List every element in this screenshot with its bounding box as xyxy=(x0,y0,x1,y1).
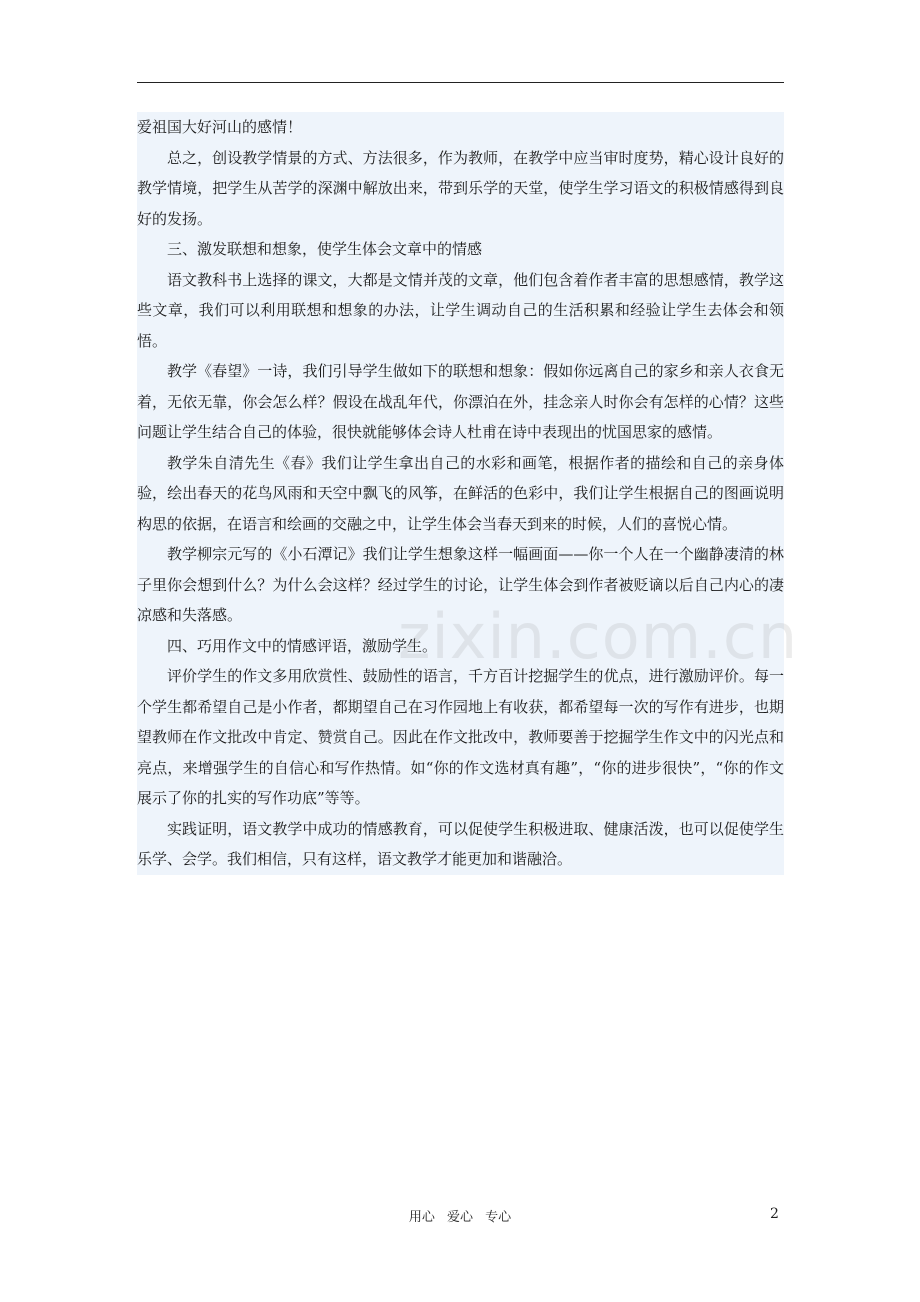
section-heading-4: 四、巧用作文中的情感评语，激励学生。 xyxy=(167,636,438,655)
section-heading-3: 三、激发联想和想象，使学生体会文章中的情感 xyxy=(167,240,483,258)
paragraph-7: 教学柳宗元写的《小石潭记》我们让学生想象这样一幅画面——你一个人在一个幽静凄清的林子里你会想到什么？为什么会这样？经过学生的讨论，让学生体会到作者被贬谪以后自己内心的凄凉感和失落感。 xyxy=(137,545,784,624)
footer-motto: 用心 爱心 专心 xyxy=(408,1210,512,1225)
page-number: 2 xyxy=(770,1206,779,1222)
paragraph-9: 评价学生的作文多用欣赏性、鼓励性的语言，千方百计挖掘学生的优点，进行激励评价。每一个学生都希望自己是小作者，都期望自己在习作园地上有收获，都希望每一次的写作有进步，也期望教师在作文批改中肯定、赞赏自己。因此在作文批改中，教师要善于挖掘学生作文中的闪光点和亮点，来增强学生的自信心和写作热情。如“你的作文选材真有趣”，“你的进步很快”，“你的作文展示了你的扎实的写作功底”等等。 xyxy=(137,667,784,807)
header-rule xyxy=(137,82,784,83)
document-body xyxy=(137,112,784,875)
page-footer xyxy=(0,1206,920,1225)
paragraph-10: 实践证明，语文教学中成功的情感教育，可以促使学生积极进取、健康活泼，也可以促使学生乐学、会学。我们相信，只有这样，语文教学才能更加和谐融洽。 xyxy=(137,819,784,868)
paragraph-2: 总之，创设教学情景的方式、方法很多，作为教师，在教学中应当审时度势，精心设计良好的教学情境，把学生从苦学的深渊中解放出来，带到乐学的天堂，使学生学习语文的积极情感得到良好的发扬。 xyxy=(137,148,784,228)
paragraph-5: 教学《春望》一诗，我们引导学生做如下的联想和想象：假如你远离自己的家乡和亲人衣食无着，无依无靠，你会怎么样？假设在战乱年代，你漂泊在外，挂念亲人时你会有怎样的心情？这些问题让学生结合自己的体验，很快就能够体会诗人杜甫在诗中表现出的忧国思家的感情。 xyxy=(137,362,784,441)
paragraph-6: 教学朱自清先生《春》我们让学生拿出自己的水彩和画笔，根据作者的描绘和自己的亲身体验，绘出春天的花鸟风雨和天空中飘飞的风筝，在鲜活的色彩中，我们让学生根据自己的图画说明构思的依据，在语言和绘画的交融之中，让学生体会当春天到来的时候，人们的喜悦心情。 xyxy=(137,453,784,533)
watermark: zixin.com.cn xyxy=(398,600,799,673)
paragraph-4: 语文教科书上选择的课文，大都是文情并茂的文章，他们包含着作者丰富的思想感情，教学这些文章，我们可以利用联想和想象的办法，让学生调动自己的生活积累和经验让学生去体会和领悟。 xyxy=(137,270,784,350)
paragraph-1: 爱祖国大好河山的感情！ xyxy=(137,118,303,136)
